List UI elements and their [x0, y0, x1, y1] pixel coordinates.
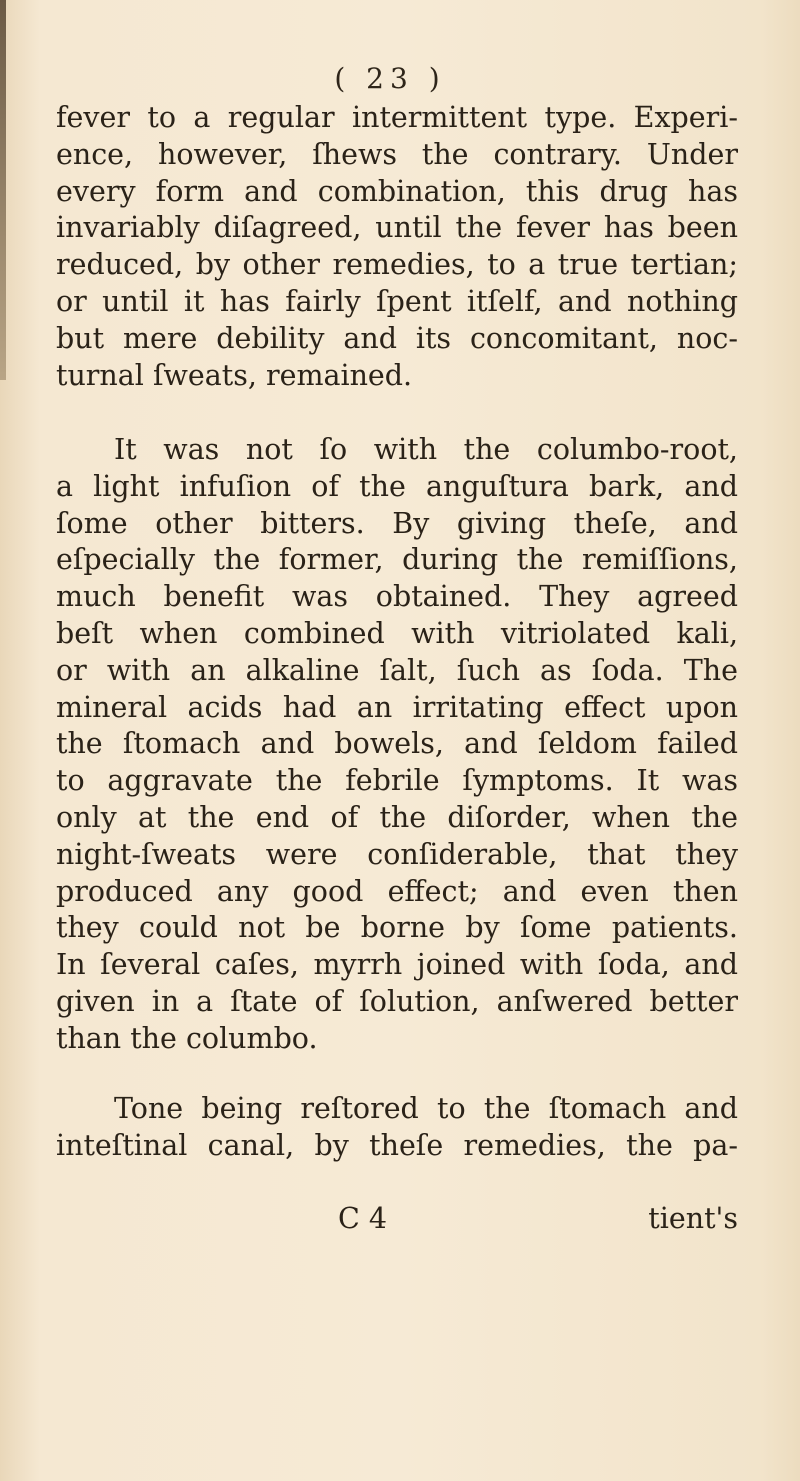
text-line: turnal ſweats, remained. [56, 358, 413, 392]
text-line: fever to a regular intermittent type. Experi- [56, 101, 738, 134]
text-line: but mere debility and its concomitant, noc- [56, 321, 738, 355]
page-footer [56, 1202, 738, 1239]
signature-mark: C 4 [338, 1202, 387, 1235]
text-line: invariably diſagreed, until the fever has been [56, 211, 738, 245]
text-line: reduced, by other remedies, to a true tertian; [56, 248, 738, 282]
text-line: Tone being reſtored to the ſtomach and [114, 1092, 738, 1125]
text-line: It was not ſo with the columbo-root, [114, 433, 738, 466]
text-line: every form and combination, this drug has [56, 174, 738, 208]
paragraph-1 [56, 100, 738, 394]
catchword: tient's [648, 1202, 738, 1235]
paragraph-2 [56, 432, 738, 1058]
text-line: beſt when combined with vitriolated kali, [56, 616, 738, 650]
text-line: eſpecially the former, during the remiſſions, [56, 543, 738, 577]
text-line: night-ſweats were conſiderable, that they [56, 837, 738, 871]
paragraph-3 [56, 1091, 738, 1165]
page-number: ( 23 ) [334, 62, 446, 95]
text-line: the ſtomach and bowels, and ſeldom failed [56, 727, 738, 761]
text-line: than the columbo. [56, 1021, 318, 1055]
text-line: mineral acids had an irritating effect upon [56, 690, 738, 724]
text-line: inteſtinal canal, by theſe remedies, the pa- [56, 1128, 738, 1162]
text-line: ence, however, ſhews the contrary. Under [56, 137, 738, 171]
text-line: produced any good effect; and even then [56, 874, 738, 908]
text-line: to aggravate the febrile ſymptoms. It was [56, 764, 738, 798]
text-line: much benefit was obtained. They agreed [56, 580, 738, 614]
text-line: only at the end of the diſorder, when the [56, 800, 738, 834]
text-line: In ſeveral caſes, myrrh joined with ſoda, and [56, 948, 738, 982]
text-line: or until it has fairly ſpent itſelf, and nothing [56, 284, 738, 318]
text-line: a light infuſion of the anguſtura bark, and [56, 469, 738, 503]
text-line: or with an alkaline ſalt, ſuch as ſoda. The [56, 653, 738, 687]
text-line: given in a ſtate of ſolution, anſwered better [56, 984, 738, 1018]
text-line: ſome other bitters. By giving theſe, and [56, 506, 738, 540]
text-line: they could not be borne by ſome patients. [56, 911, 738, 945]
